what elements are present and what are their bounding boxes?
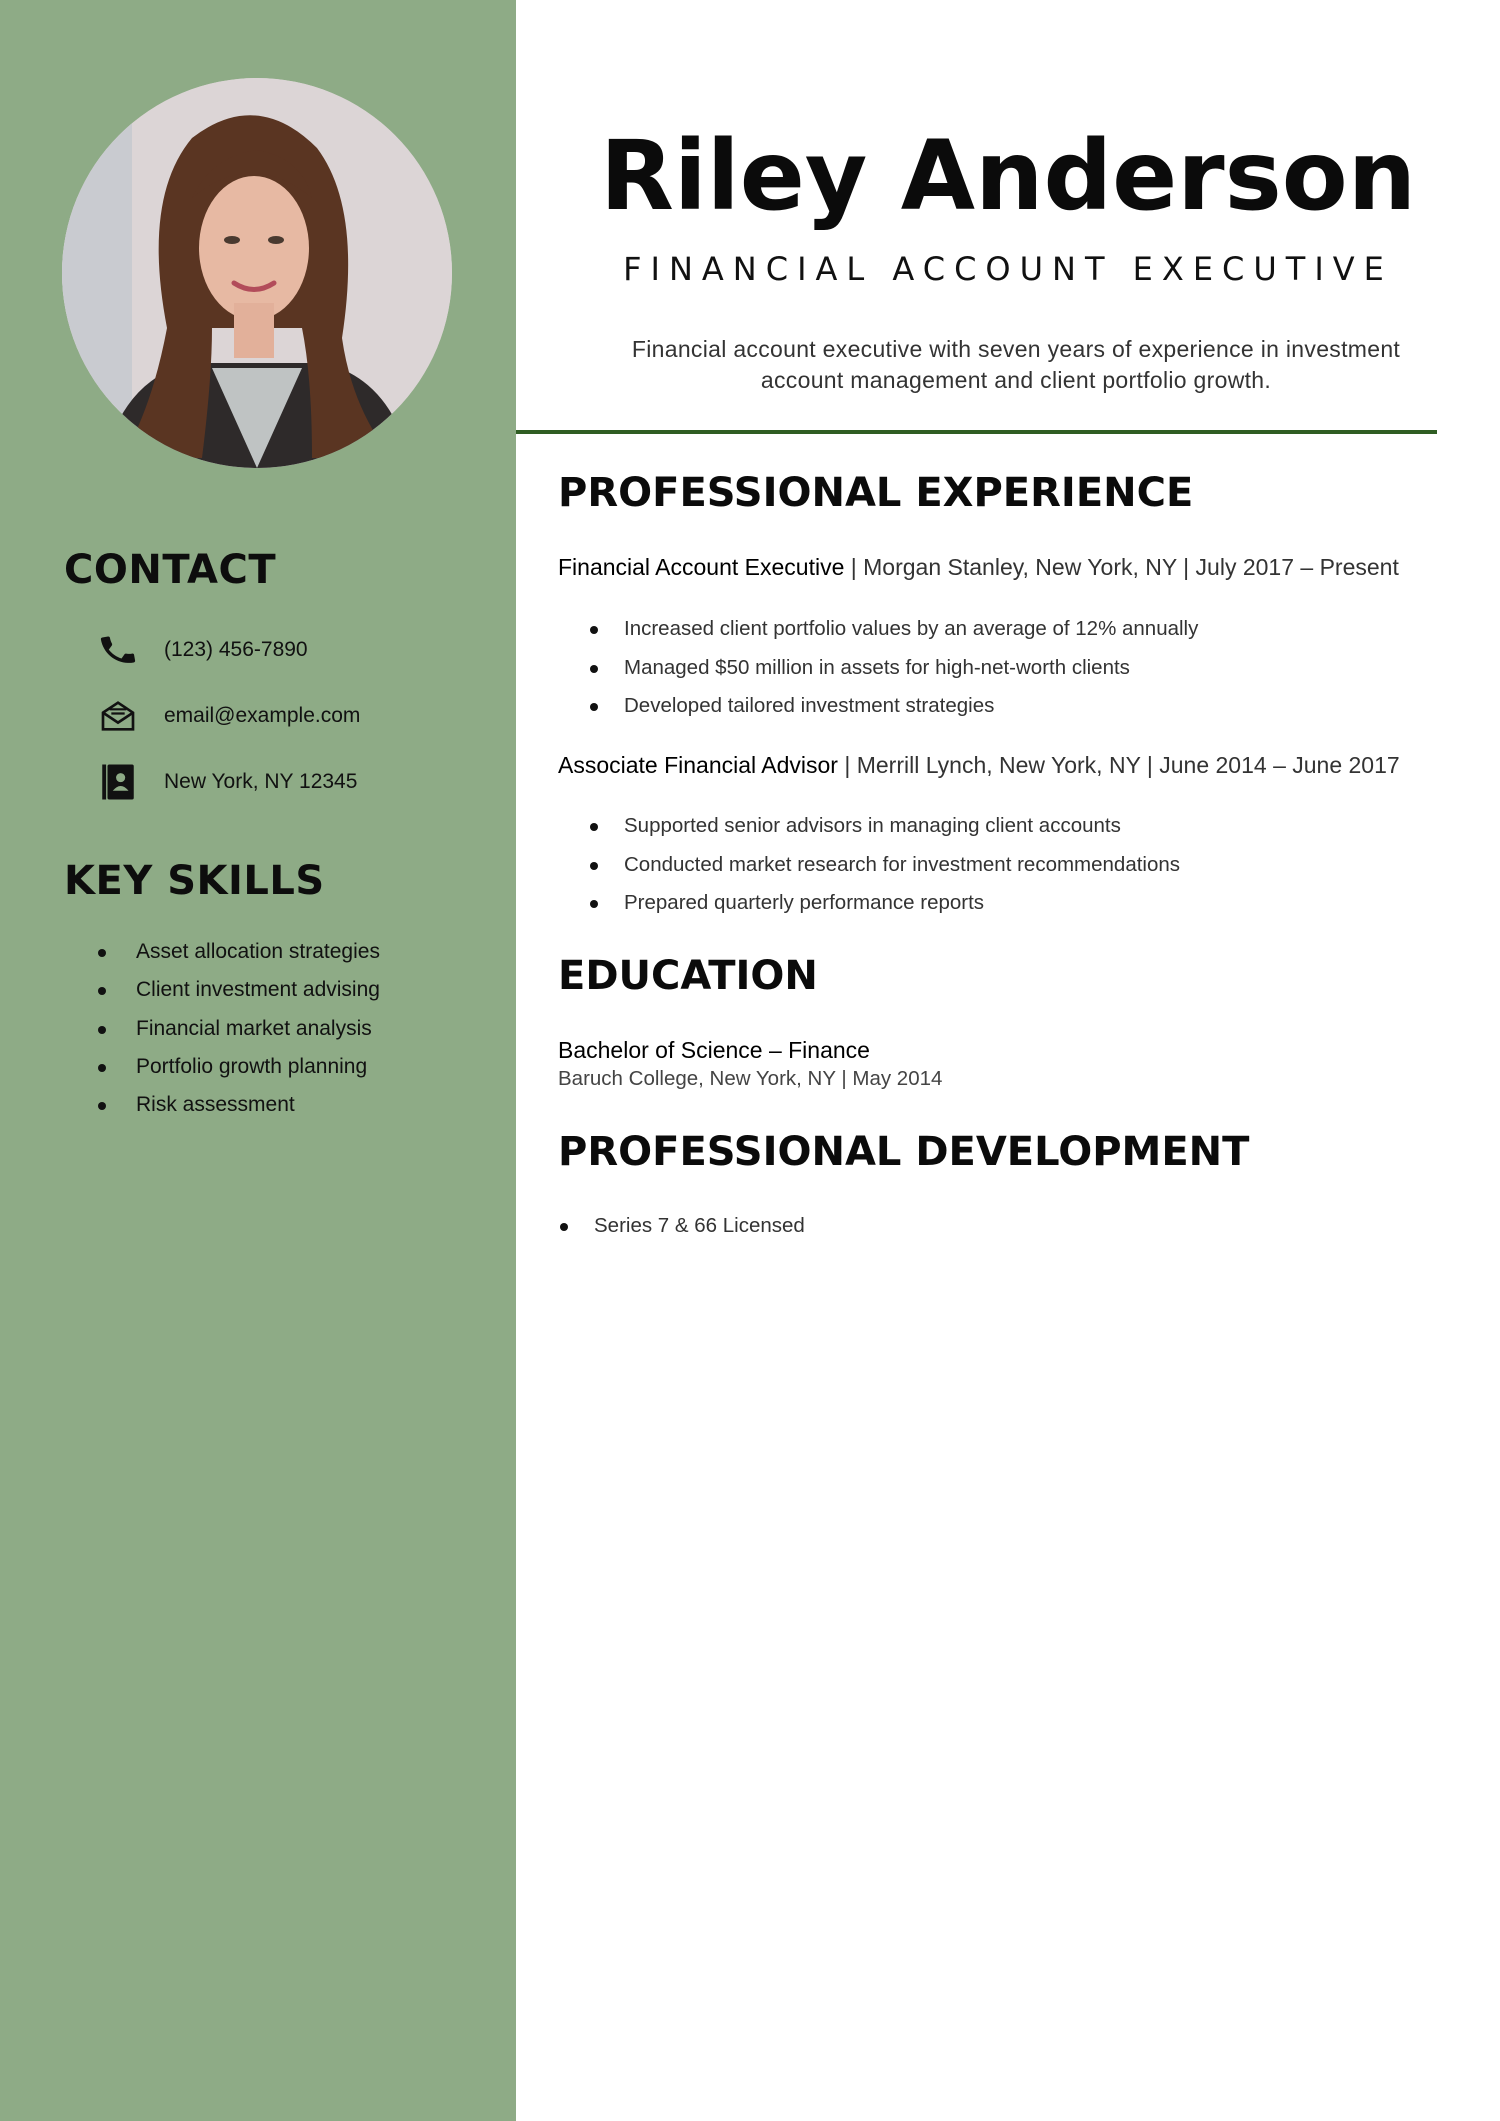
last-name: Anderson [900,120,1417,232]
list-item: Increased client portfolio values by an average of 12% annually [588,610,1198,649]
job-role: Financial Account Executive [558,554,845,580]
development-list [558,1207,805,1246]
main-content [516,0,1500,2121]
job-details: | Morgan Stanley, New York, NY | July 2017 – Present [844,554,1399,580]
address-text: New York, NY 12345 [164,770,358,793]
job-role: Associate Financial Advisor [558,752,838,778]
list-item: Series 7 & 66 Licensed [558,1207,805,1246]
list-item: Portfolio growth planning [96,1048,380,1086]
job-bullets [588,807,1180,923]
contact-email [96,691,360,741]
list-item: Managed $50 million in assets for high-net-worth clients [588,649,1198,688]
contact-heading: CONTACT [64,547,277,593]
list-item: Financial market analysis [96,1010,380,1048]
list-item: Client investment advising [96,971,380,1009]
job-header [558,554,1399,581]
address-book-icon [96,760,140,804]
experience-heading: PROFESSIONAL EXPERIENCE [558,470,1194,516]
development-heading: PROFESSIONAL DEVELOPMENT [558,1129,1250,1175]
list-item: Prepared quarterly performance reports [588,884,1180,923]
list-item: Developed tailored investment strategies [588,687,1198,726]
candidate-name [516,120,1500,232]
list-item: Conducted market research for investment recommendations [588,846,1180,885]
key-skills-heading: KEY SKILLS [64,858,325,904]
profile-photo [62,78,452,468]
list-item: Supported senior advisors in managing client accounts [588,807,1180,846]
job-bullets [588,610,1198,726]
contact-phone [96,625,308,675]
list-item: Asset allocation strategies [96,933,380,971]
contact-address [96,757,357,807]
phone-text: (123) 456-7890 [164,638,308,661]
portrait-illustration [62,78,452,468]
profile-summary: Financial account executive with seven years of experience in investment account management and client portfolio growth. [631,336,1401,393]
envelope-icon [96,694,140,738]
job-header [558,752,1400,779]
job-details: | Merrill Lynch, New York, NY | June 2014 – June 2017 [837,752,1400,778]
job-title: FINANCIAL ACCOUNT EXECUTIVE [623,250,1393,288]
list-item: Risk assessment [96,1086,380,1124]
education-degree: Bachelor of Science – Finance [558,1037,870,1063]
education-detail: Baruch College, New York, NY | May 2014 [558,1067,943,1090]
skills-list [96,933,380,1124]
phone-icon [96,628,140,672]
header-divider [516,430,1437,434]
email-text: email@example.com [164,704,361,727]
education-heading: EDUCATION [558,953,818,999]
sidebar [0,0,516,2121]
first-name: Riley [599,120,868,232]
